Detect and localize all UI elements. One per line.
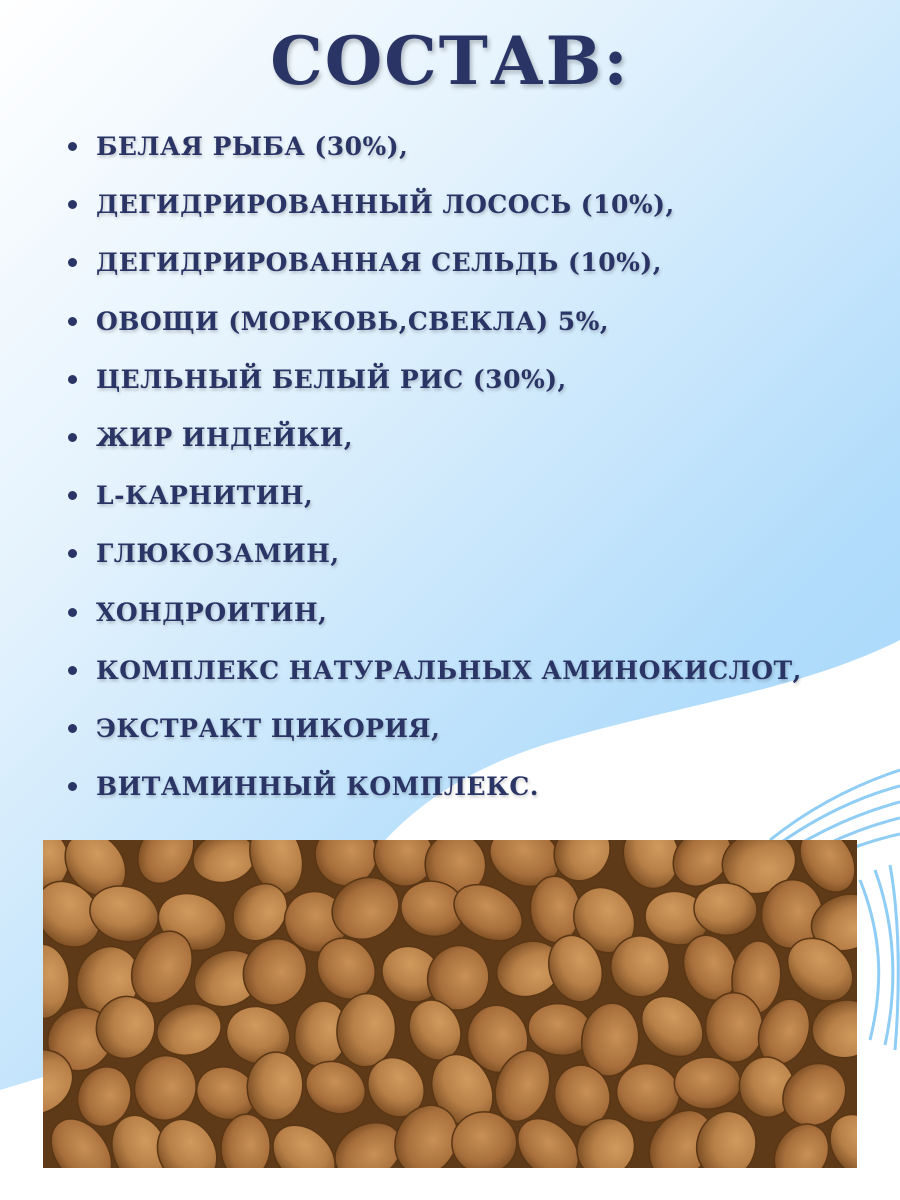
list-item: [66, 176, 802, 234]
list-item: [66, 758, 802, 816]
list-item: [66, 293, 802, 351]
bullet-icon: [68, 258, 77, 267]
ingredient-label: ОВОЩИ (МОРКОВЬ,СВЕКЛА) 5%,: [96, 306, 610, 336]
bullet-icon: [68, 142, 77, 151]
list-item: [66, 700, 802, 758]
ingredient-label: L-КАРНИТИН,: [96, 481, 314, 511]
ingredient-label: ЖИР ИНДЕЙКИ,: [96, 422, 354, 452]
list-item: [66, 525, 802, 583]
bullet-icon: [68, 724, 77, 733]
ingredient-label: ДЕГИДРИРОВАННАЯ СЕЛЬДЬ (10%),: [96, 248, 662, 278]
list-item: [66, 584, 802, 642]
kibble-illustration: [43, 840, 857, 1168]
bullet-icon: [68, 782, 77, 791]
list-item: [66, 409, 802, 467]
ingredient-label: ЦЕЛЬНЫЙ БЕЛЫЙ РИС (30%),: [96, 364, 567, 394]
bullet-icon: [68, 491, 77, 500]
page-title: СОСТАВ:: [270, 22, 630, 100]
list-item: [66, 234, 802, 292]
ingredient-label: ГЛЮКОЗАМИН,: [96, 539, 340, 569]
bullet-icon: [68, 375, 77, 384]
ingredient-label: БЕЛАЯ РЫБА (30%),: [96, 132, 409, 161]
list-item: [66, 118, 802, 176]
kibble-photo: [43, 840, 857, 1168]
kibble-piece: [674, 1057, 740, 1109]
bullet-icon: [68, 608, 77, 617]
ingredient-label: ДЕГИДРИРОВАННЫЙ ЛОСОСЬ (10%),: [96, 190, 675, 220]
bullet-icon: [68, 200, 77, 209]
list-item: [66, 642, 802, 700]
list-item: [66, 467, 802, 525]
bullet-icon: [68, 317, 77, 326]
ingredient-label: ЭКСТРАКТ ЦИКОРИЯ,: [96, 713, 441, 743]
ingredient-label: ВИТАМИННЫЙ КОМПЛЕКС.: [96, 772, 539, 802]
bullet-icon: [68, 549, 77, 558]
list-item: [66, 351, 802, 409]
bullet-icon: [68, 433, 77, 442]
ingredient-list: [66, 118, 802, 816]
ingredient-label: КОМПЛЕКС НАТУРАЛЬНЫХ АМИНОКИСЛОТ,: [96, 655, 802, 685]
bullet-icon: [68, 666, 77, 675]
ingredient-label: ХОНДРОИТИН,: [96, 597, 328, 627]
